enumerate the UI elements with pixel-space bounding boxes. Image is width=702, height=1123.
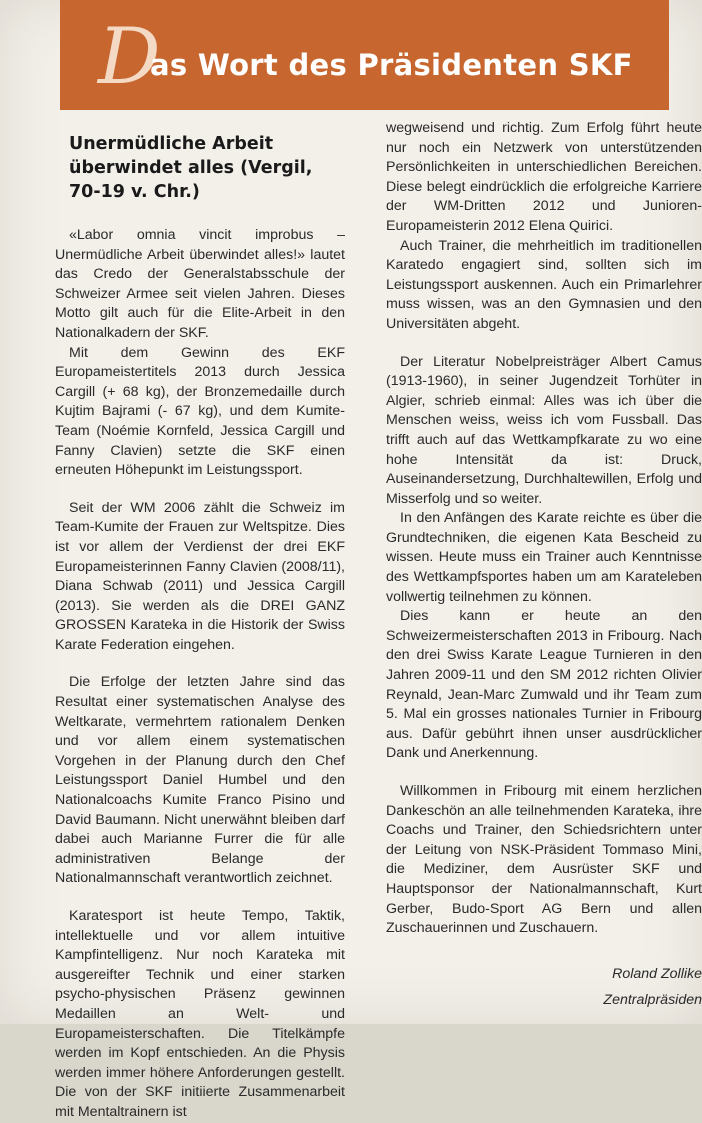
paragraph: In den Anfängen des Karate reichte es über die Grundtechniken, die eigenen Kata Bescheid zu wissen. Heute muss ein Trainer auch Kenntnisse des Wettkampfsportes haben um am Karateleben vollwertig teilnehmen zu können. <box>386 510 702 605</box>
paragraph: Willkommen in Fribourg mit einem herzlichen Dankeschön an alle teilnehmenden Karateka, ihre Coachs und Trainer, den Schiedsrichtern unter der Leitung von NSK-Präsident Tommaso Mini, die Mediziner, dem Ausrüster SKF und Hauptsponsor der Nationalmannschaft, Kurt Gerber, Budo-Sport AG Bern und allen Zuschauerinnen und Zuschauern. <box>386 783 702 937</box>
left-column <box>55 132 345 1123</box>
title-drop-cap: D <box>98 12 161 102</box>
paragraph: «Labor omnia vincit improbus – Unermüdliche Arbeit überwindet alles!» lautet das Credo der Generalstabsschule der Schweizer Armee seit vielen Jahren. Dieses Motto gilt auch für die Elite-Arbeit in den Nationalkadern der SKF. <box>55 227 345 341</box>
paragraph: Der Literatur Nobelpreisträger Albert Camus (1913-1960), in seiner Jugendzeit Torhüter in Algier, schrieb einmal: Alles was ich über die Menschen weiss, weiss ich vom Fussball. Das trifft auch auf das Wettkampfkarate zu wo eine hohe Intensität da ist: Druck, Auseinandersetzung, Durchhaltewillen, Erfolg und Misserfolg und so weiter. <box>386 353 702 507</box>
signature <box>386 961 702 1013</box>
paragraph: wegweisend und richtig. Zum Erfolg führt heute nur noch ein Netzwerk von unterstützenden Persönlichkeiten in unterschiedlichen Bereichen. Diese belegt eindrücklich die erfolgreiche Karriere der WM-Dritten 2012 und Junioren-Europameisterin 2012 Elena Quirici. <box>386 120 702 234</box>
page-title: as Wort des Präsidenten SKF <box>150 48 633 82</box>
paragraph: Seit der WM 2006 zählt die Schweiz im Team-Kumite der Frauen zur Weltspitze. Dies ist vor allem der Verdienst der drei EKF Europameisterinnen Fanny Clavien (2008/11), Diana Schwab (2011) und Jessica Cargill (2013). Sie werden als die DREI GANZ GROSSEN Karateka in die Historik der Swiss Karate Federation eingehen. <box>55 499 345 653</box>
signature-role: Zentralpräsiden <box>603 991 702 1008</box>
paragraph: Mit dem Gewinn des EKF Europameistertitels 2013 durch Jessica Cargill (+ 68 kg), der Bronzemedaille durch Kujtim Bajrami (- 67 kg), und dem Kumite-Team (Noémie Kornfeld, Jessica Cargill und Fanny Clavien) setzte die SKF einen erneuten Höhepunkt im Leistungssport. <box>55 344 345 479</box>
paragraph: Die Erfolge der letzten Jahre sind das Resultat einer systematischen Analyse des Weltkarate, vermehrtem rationalem Denken und vor allem einem systematischen Vorgehen in der Planung durch den Chef Leistungssport Daniel Humbel und den Nationalcoachs Kumite Franco Pisino und David Baumann. Nicht unerwähnt bleiben darf dabei auch Marianne Furrer die für alle administrativen Belange der Nationalmannschaft verantwortlich zeichnet. <box>55 674 345 887</box>
article-headline: Unermüdliche Arbeit überwindet alles (Vergil, 70-19 v. Chr.) <box>69 134 313 202</box>
paragraph: Dies kann er heute an den Schweizermeisterschaften 2013 in Fribourg. Nach den drei Swiss Karate League Turnieren in den Jahren 2009-11 und den SM 2012 richten Olivier Reynald, Jean-Marc Zumwald und ihr Team zum 5. Mal ein grosses nationales Turnier in Fribourg aus. Dafür gebührt ihnen unser ausdrücklicher Dank und Anerkennung. <box>386 608 702 762</box>
signature-name: Roland Zollike <box>612 965 702 982</box>
right-column <box>386 119 702 1013</box>
paragraph: Karatesport ist heute Tempo, Taktik, intellektuelle und vor allem intuitive Kampfintelligenz. Nur noch Karateka mit ausgereifter Technik und einer starken psycho-physischen Präsenz gewinnen Medaillen an Welt- und Europameisterschaften. Die Titelkämpfe werden im Kopf entschieden. An die Physis werden immer höhere Anforderungen gestellt. Die von der SKF initiierte Zusammenarbeit mit Mentaltrainern ist <box>55 908 345 1120</box>
paragraph: Auch Trainer, die mehrheitlich im traditionellen Karatedo engagiert sind, sollten sich im Leistungssport auskennen. Auch ein Primarlehrer muss wissen, was an den Gymnasien und den Universitäten abgeht. <box>386 237 702 332</box>
